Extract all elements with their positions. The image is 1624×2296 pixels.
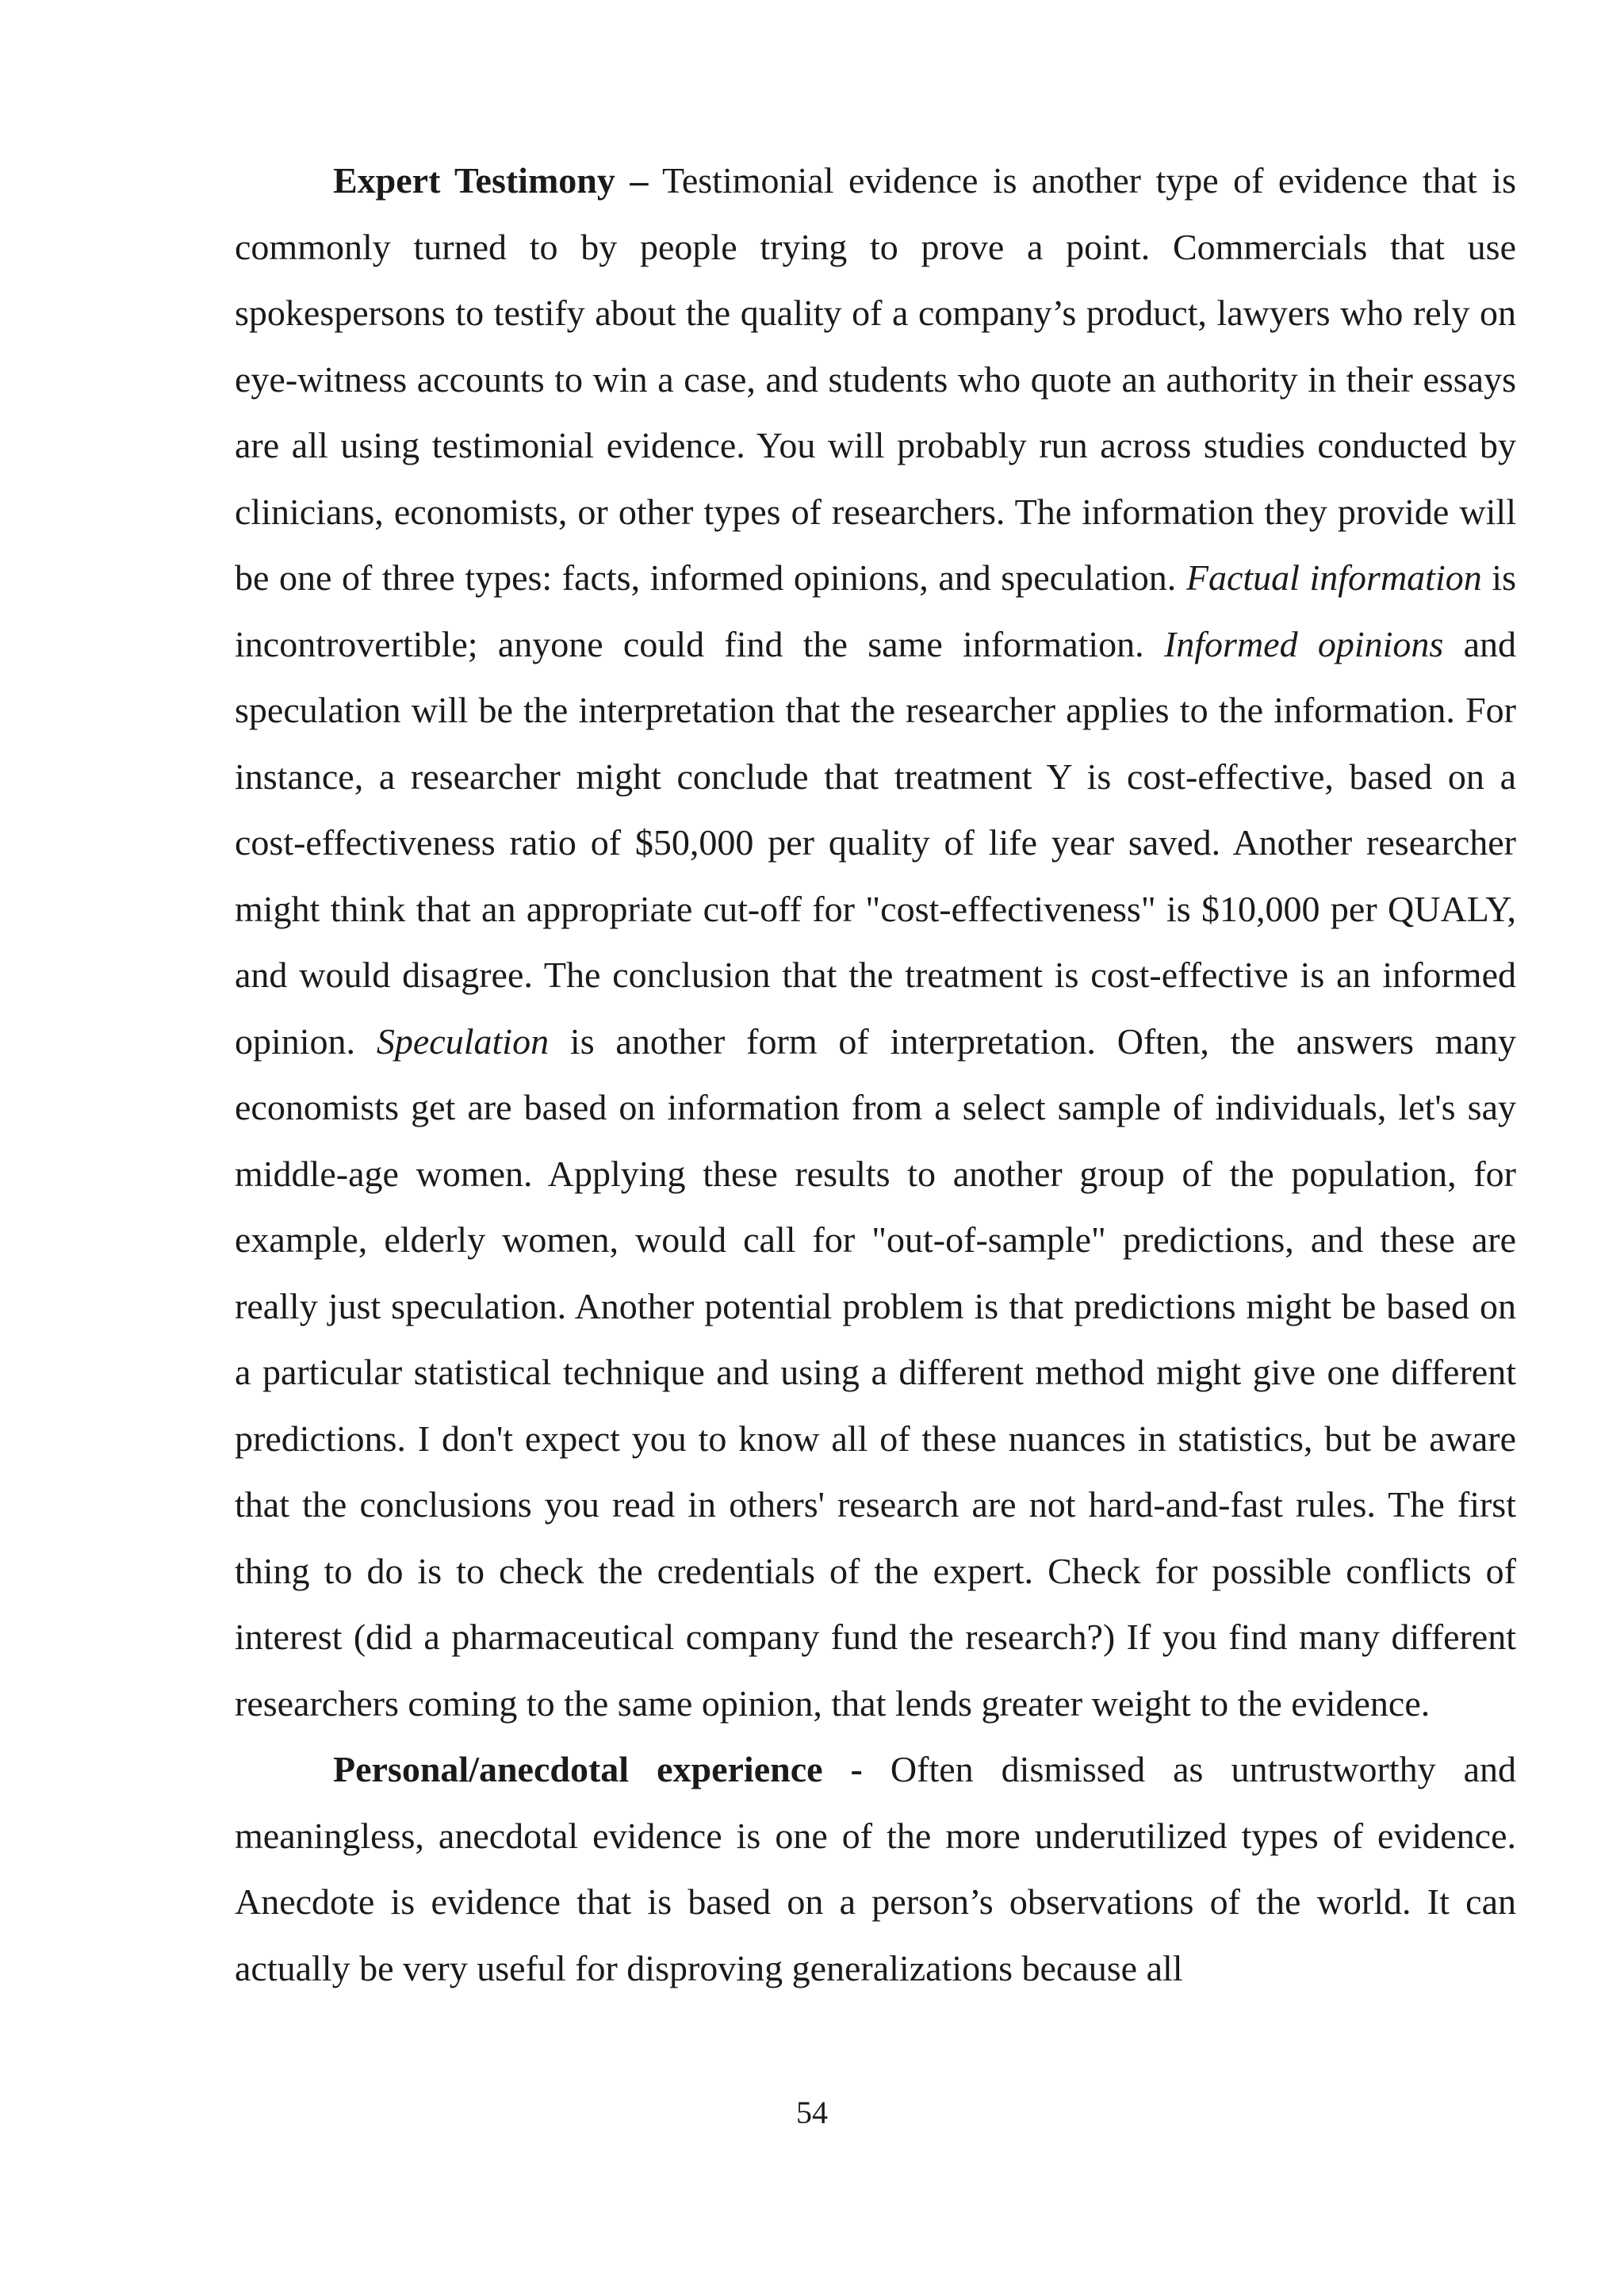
paragraph-heading: Expert Testimony – (333, 160, 649, 201)
paragraph-anecdotal-experience (235, 1736, 1516, 2001)
text-run: is another form of interpretation. Often, the answers many economists get are based on information from a select sample of individuals, let's say middle-age women. Applying these results to another group of the population, for example, elderly women, would call for "out-of-sample" predictions, and these are really just speculation. Another potential problem is that predictions might be based on a particular statistical technique and using a different method might give one different predictions. I don't expect you to know all of these nuances in statistics, but be aware that the conclusions you read in others' research are not hard-and-fast rules. The first thing to do is to check the credentials of the expert. Check for possible conflicts of interest (did a pharmaceutical company fund the research?) If you find many different researchers coming to the same opinion, that lends greater weight to the evidence. (235, 1020, 1516, 1724)
text-run-italic: Factual information (1185, 557, 1482, 598)
text-run: Testimonial evidence is another type of evidence that is commonly turned to by people trying to prove a point. Commercials that use spokespersons to testify about the quality of a company’s product, lawyers who rely on eye-witness accounts to win a case, and students who quote an authority in their essays are all using testimonial evidence. You will probably run across studies conducted by clinicians, economists, or other types of researchers. The information they provide will be one of three types: facts, informed opinions, and speculation. (235, 160, 1516, 598)
body-text (235, 147, 1516, 2001)
text-run: Often dismissed as untrustworthy and meaningless, anecdotal evidence is one of the more underutilized types of evidence. Anecdote is evidence that is based on a person’s observations of the world. It can actually be very useful for disproving generalizations because all (235, 1749, 1517, 1988)
text-run-italic: Speculation (376, 1020, 550, 1062)
text-run-italic: Informed opinions (1163, 623, 1444, 664)
page-number: 54 (796, 2095, 828, 2130)
paragraph-heading: Personal/anecdotal experience - (333, 1749, 863, 1789)
paragraph-expert-testimony (235, 147, 1516, 1736)
text-run: and speculation will be the interpretation that the researcher applies to the information. For instance, a researcher might conclude that treatment Y is cost-effective, based on a cost-effectiveness ratio of $50,000 per quality of life year saved. Another researcher might think that an appropriate cut-off for "cost-effectiveness" is $10,000 per QUALY, and would disagree. The conclusion that the treatment is cost-effective is an informed opinion. (235, 623, 1516, 1062)
text-run: is incontrovertible; anyone could find the same information. (235, 557, 1516, 664)
